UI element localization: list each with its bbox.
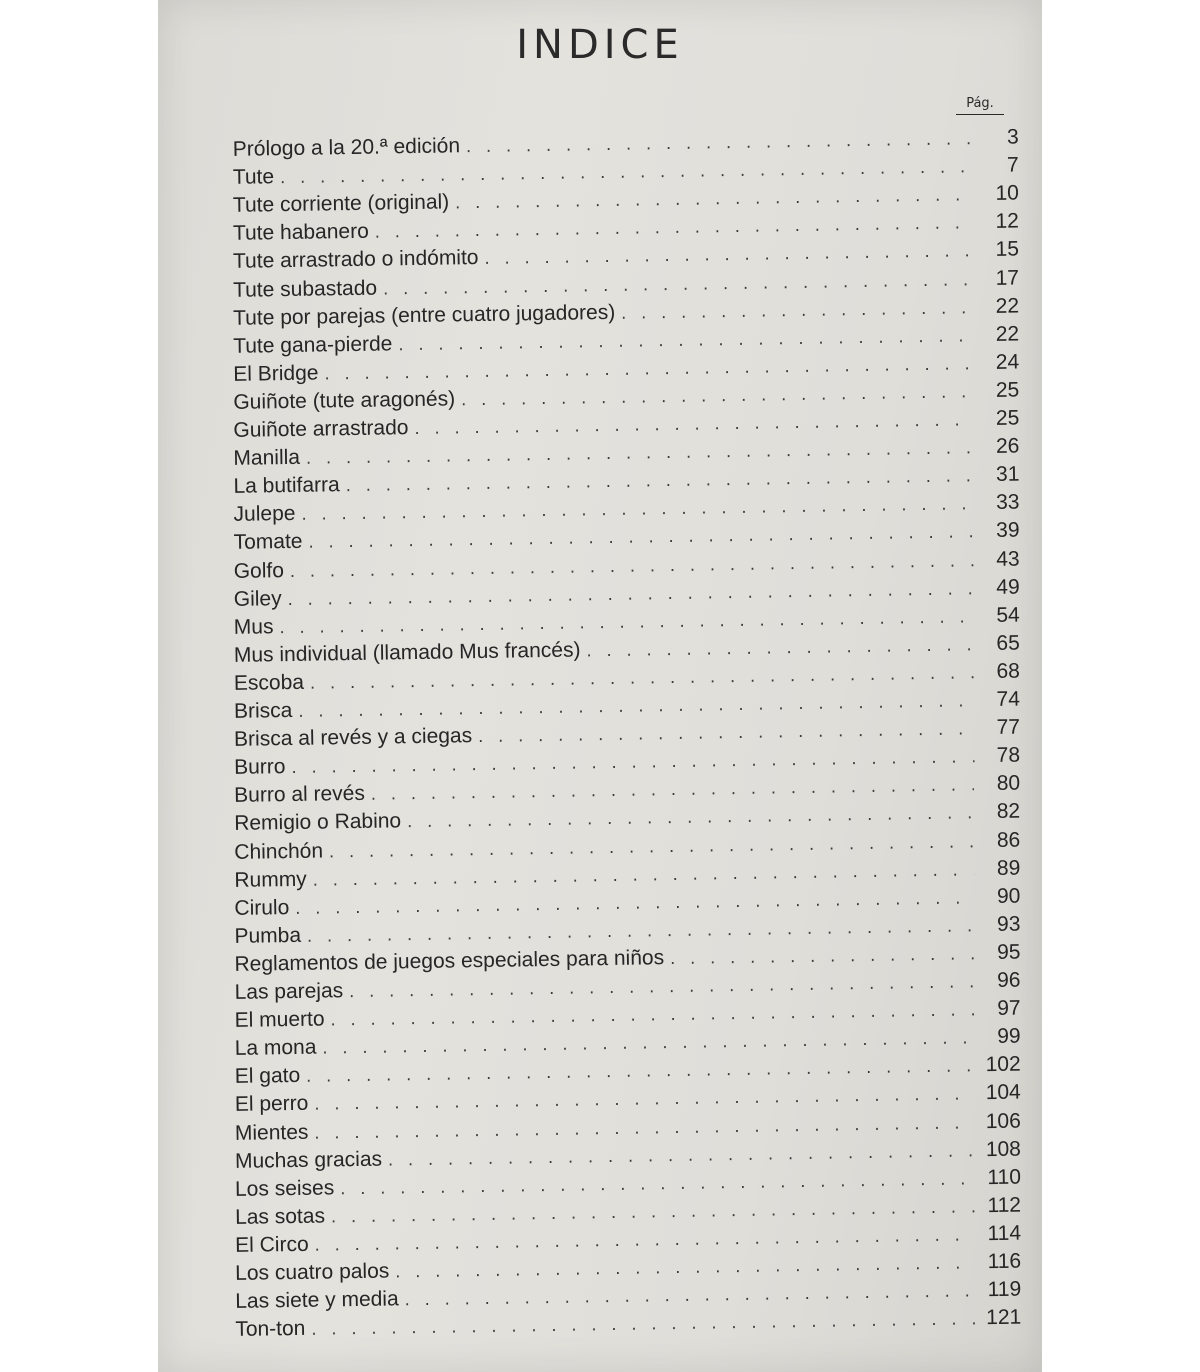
toc-entry-title: Mus individual (llamado Mus francés): [233, 638, 581, 667]
toc-entry-title: Chinchón: [234, 838, 324, 864]
toc-entry-page-number: 82: [996, 799, 1021, 824]
toc-entry-page-number: 119: [987, 1277, 1022, 1302]
toc-entry-title: Las parejas: [234, 979, 344, 1004]
toc-entry-page-number: 90: [996, 884, 1021, 908]
toc-entry-title: Pumba: [234, 923, 302, 948]
toc-entry-page-number: 99: [997, 1024, 1021, 1049]
toc-entry-page-number: 97: [997, 996, 1021, 1021]
toc-entry-page-number: 89: [996, 856, 1021, 880]
toc-entry-page-number: 10: [995, 181, 1020, 206]
toc-entry-page-number: 80: [996, 771, 1021, 796]
toc-entry-title: Ton-ton: [235, 1317, 306, 1342]
table-of-contents: [158, 125, 1042, 1342]
toc-entry-title: Los cuatro palos: [235, 1259, 390, 1285]
toc-entry-title: Tute gana-pierde: [233, 332, 393, 358]
toc-entry-title: Rummy: [234, 867, 307, 892]
dot-leader: [621, 297, 973, 324]
toc-entry-title: Guiñote (tute aragonés): [233, 387, 456, 414]
toc-entry-title: Burro: [233, 755, 286, 780]
dot-leader: [455, 184, 973, 213]
toc-entry-page-number: 102: [985, 1052, 1021, 1077]
dot-leader: [586, 634, 974, 661]
toc-entry-page-number: 116: [987, 1249, 1022, 1274]
toc-entry-page-number: 93: [996, 912, 1021, 936]
toc-entry-title: Golfo: [233, 558, 285, 583]
toc-entry-page-number: 31: [995, 462, 1020, 487]
toc-entry-page-number: 33: [995, 490, 1020, 515]
toc-entry-page-number: 121: [986, 1305, 1022, 1330]
toc-entry-title: Tute habanero: [232, 219, 369, 246]
toc-entry-title: Tomate: [233, 530, 303, 555]
toc-entry-page-number: 22: [995, 294, 1020, 318]
toc-entry-page-number: 39: [996, 518, 1020, 543]
toc-entry-page-number: 77: [996, 715, 1021, 739]
toc-entry-title: Mus: [233, 614, 274, 639]
toc-entry-title: Julepe: [233, 502, 296, 527]
toc-entry-title: Giley: [233, 586, 282, 611]
dot-leader: [484, 241, 973, 270]
page-column-label: Pág.: [956, 96, 1004, 115]
book-page: [158, 0, 1042, 1372]
toc-entry-title: Escoba: [233, 670, 305, 695]
toc-entry-page-number: 104: [985, 1080, 1021, 1105]
toc-entry-title: Las siete y media: [235, 1287, 399, 1314]
dot-leader: [466, 128, 973, 157]
toc-entry-title: Cirulo: [234, 895, 290, 920]
toc-entry-page-number: 96: [996, 968, 1021, 992]
toc-entry-page-number: 74: [996, 687, 1021, 711]
toc-entry-title: La butifarra: [233, 473, 340, 499]
toc-entry-title: Prólogo a la 20.ª edición: [232, 134, 461, 161]
toc-entry-title: Remigio o Rabino: [234, 809, 402, 836]
toc-entry-page-number: 78: [996, 743, 1021, 768]
toc-entry-title: Las sotas: [234, 1204, 326, 1229]
toc-entry-title: Tute corriente (original): [232, 190, 450, 218]
dot-leader: [461, 381, 973, 410]
toc-entry-page-number: 54: [996, 603, 1020, 627]
toc-entry-title: Tute subastado: [232, 276, 378, 302]
toc-entry-title: El muerto: [234, 1007, 325, 1032]
toc-entry-title: Los seises: [234, 1176, 335, 1201]
toc-entry-page-number: 43: [996, 547, 1020, 571]
toc-entry-page-number: 95: [996, 940, 1021, 964]
toc-entry-title: El Circo: [234, 1232, 309, 1257]
dot-leader: [414, 409, 973, 439]
toc-entry-title: Tute por parejas (entre cuatro jugadores): [232, 300, 616, 330]
toc-entry-page-number: 3: [1006, 125, 1019, 149]
toc-entry-page-number: 26: [995, 434, 1020, 458]
toc-entry-title: La mona: [234, 1035, 317, 1061]
toc-entry-title: Guiñote arrastrado: [233, 416, 409, 442]
toc-entry-page-number: 25: [995, 406, 1020, 430]
toc-entry-title: Mientes: [234, 1120, 309, 1145]
dot-leader: [670, 943, 975, 969]
toc-entry-page-number: 24: [995, 350, 1020, 374]
toc-entry-page-number: 86: [996, 828, 1021, 852]
toc-entry-page-number: 108: [985, 1137, 1022, 1161]
toc-entry-title: Tute arrastrado o indómito: [232, 246, 479, 274]
toc-entry-page-number: 7: [1006, 153, 1019, 177]
toc-entry-page-number: 25: [995, 378, 1020, 402]
toc-entry-page-number: 68: [996, 659, 1021, 683]
toc-entry-page-number: 112: [987, 1193, 1022, 1217]
toc-entry-page-number: 15: [995, 237, 1020, 262]
dot-leader: [478, 718, 974, 747]
toc-entry-page-number: 17: [995, 265, 1020, 290]
toc-entry-title: Brisca al revés y a ciegas: [233, 724, 473, 751]
toc-entry-title: Reglamentos de juegos especiales para niños: [234, 946, 665, 976]
toc-entry-page-number: 65: [996, 631, 1020, 655]
toc-entry-title: El gato: [234, 1064, 301, 1089]
toc-entry-title: Tute: [232, 165, 275, 189]
toc-entry-page-number: 110: [987, 1165, 1022, 1189]
toc-entry-title: El perro: [234, 1092, 309, 1117]
toc-entry-page-number: 22: [995, 322, 1020, 346]
toc-entry-page-number: 49: [996, 575, 1020, 599]
toc-entry-title: El Bridge: [233, 361, 319, 386]
toc-entry-title: Muchas gracias: [234, 1147, 383, 1173]
toc-entry-page-number: 12: [995, 209, 1020, 234]
toc-entry-page-number: 114: [987, 1221, 1022, 1245]
toc-entry-title: Manilla: [233, 445, 301, 470]
toc-entry-title: Brisca: [233, 698, 293, 723]
toc-entry-page-number: 106: [985, 1109, 1021, 1133]
page-title: INDICE: [516, 22, 684, 68]
toc-entry-title: Burro al revés: [234, 782, 366, 808]
